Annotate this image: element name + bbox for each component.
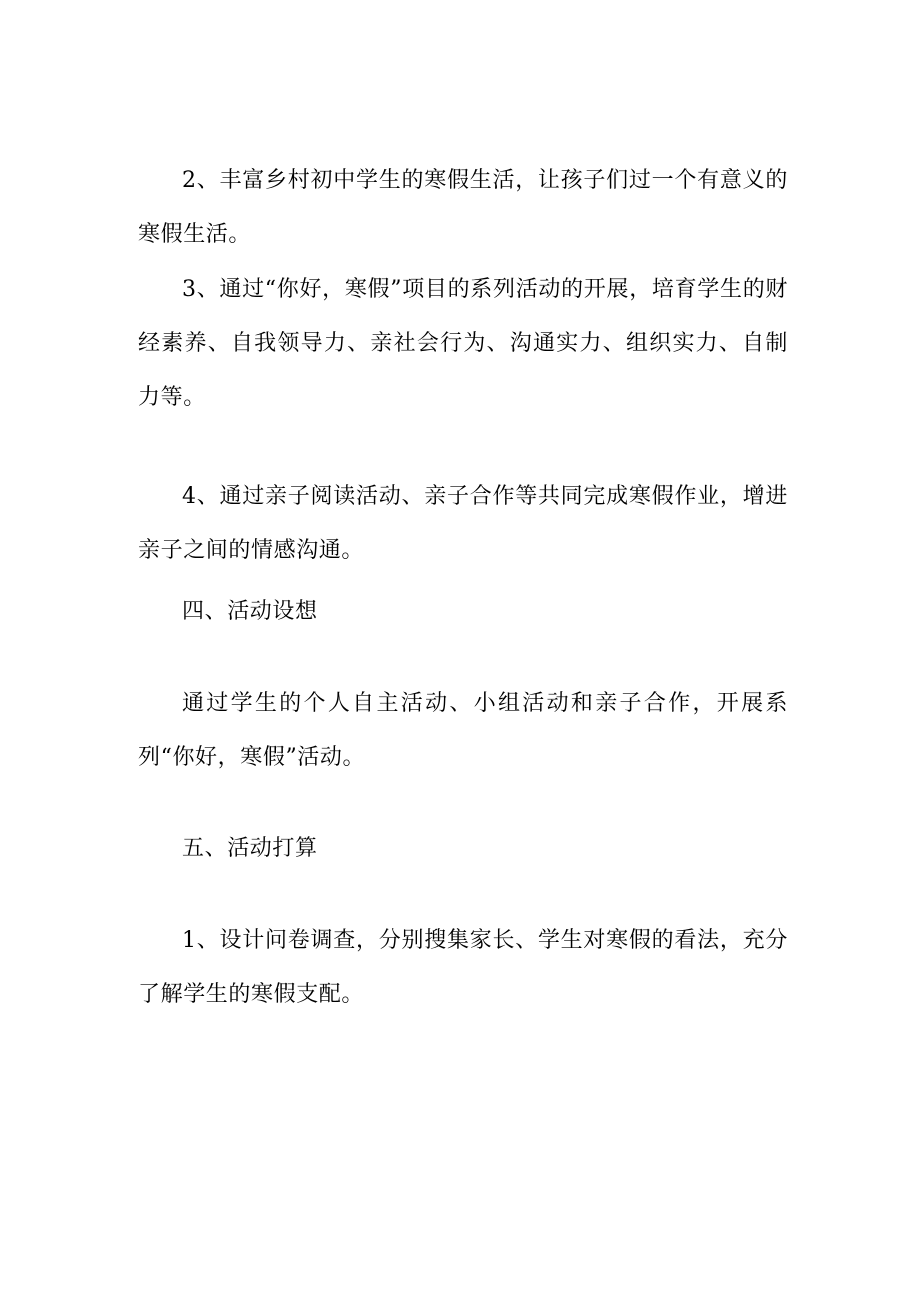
- goal-paragraph-4: 4、通过亲子阅读活动、亲子合作等共同完成寒假作业，增进亲子之间的情感沟通。: [138, 484, 788, 563]
- section-heading-activity-plan: 五、活动打算: [182, 836, 318, 861]
- goal-paragraph-3: 3、通过“你好，寒假”项目的系列活动的开展，培育学生的财经素养、自我领导力、亲社会行为、沟通实力、组织实力、自制力等。: [138, 277, 788, 410]
- plan-paragraph-1: 1、设计问卷调查，分别搜集家长、学生对寒假的看法，充分了解学生的寒假支配。: [138, 928, 788, 1007]
- section-heading-activity-idea: 四、活动设想: [182, 599, 318, 624]
- goal-paragraph-2: 2、丰富乡村初中学生的寒假生活，让孩子们过一个有意义的寒假生活。: [138, 168, 788, 247]
- activity-idea-paragraph: 通过学生的个人自主活动、小组活动和亲子合作，开展系列“你好，寒假”活动。: [138, 691, 788, 770]
